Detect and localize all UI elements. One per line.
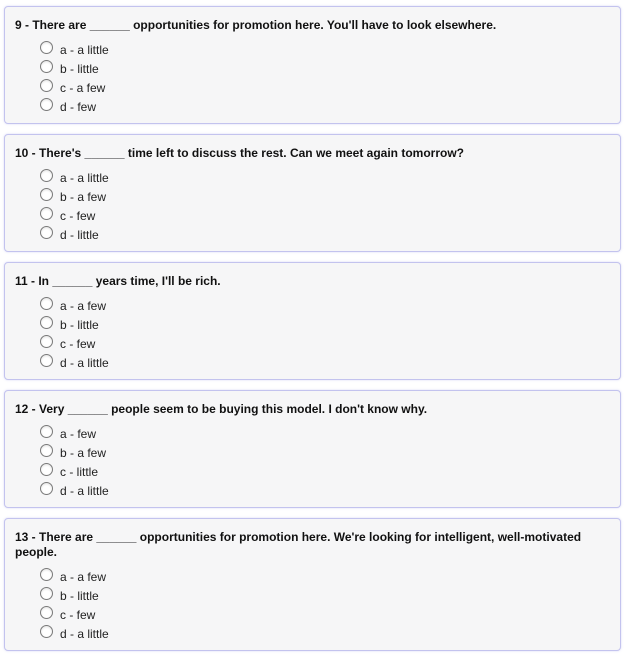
- radio-button[interactable]: [40, 606, 53, 619]
- answer-option-d[interactable]: [40, 97, 610, 116]
- radio-button[interactable]: [40, 226, 53, 239]
- answer-option-d[interactable]: [40, 624, 610, 643]
- answer-options: [40, 168, 610, 244]
- answer-option-b[interactable]: [40, 59, 610, 78]
- radio-button[interactable]: [40, 425, 53, 438]
- answer-label: d - a little: [60, 355, 109, 370]
- radio-button[interactable]: [40, 625, 53, 638]
- answer-option-b[interactable]: [40, 443, 610, 462]
- radio-button[interactable]: [40, 207, 53, 220]
- question-card-12: [4, 390, 621, 508]
- answer-option-a[interactable]: [40, 296, 610, 315]
- radio-button[interactable]: [40, 354, 53, 367]
- answer-option-a[interactable]: [40, 424, 610, 443]
- answer-options: [40, 567, 610, 643]
- question-card-10: [4, 134, 621, 252]
- radio-button[interactable]: [40, 587, 53, 600]
- radio-button[interactable]: [40, 463, 53, 476]
- answer-label: a - a little: [60, 170, 109, 185]
- radio-button[interactable]: [40, 444, 53, 457]
- question-text: 9 - There are ______ opportunities for promotion here. You'll have to look elsewhere.: [15, 18, 497, 32]
- answer-option-c[interactable]: [40, 334, 610, 353]
- answer-option-c[interactable]: [40, 78, 610, 97]
- answer-option-a[interactable]: [40, 168, 610, 187]
- answer-option-c[interactable]: [40, 206, 610, 225]
- question-text: 10 - There's ______ time left to discuss the rest. Can we meet again tomorrow?: [15, 146, 464, 160]
- answer-label: c - little: [60, 464, 99, 479]
- answer-option-d[interactable]: [40, 481, 610, 500]
- answer-label: d - a little: [60, 626, 109, 641]
- radio-button[interactable]: [40, 568, 53, 581]
- answer-label: a - a few: [60, 569, 107, 584]
- answer-label: c - few: [60, 607, 96, 622]
- question-card-11: [4, 262, 621, 380]
- radio-button[interactable]: [40, 98, 53, 111]
- answer-label: d - a little: [60, 483, 109, 498]
- answer-label: b - little: [60, 61, 99, 76]
- answer-label: b - a few: [60, 445, 107, 460]
- answer-label: a - few: [60, 426, 97, 441]
- radio-button[interactable]: [40, 297, 53, 310]
- question-text: 12 - Very ______ people seem to be buying this model. I don't know why.: [15, 402, 428, 416]
- answer-option-b[interactable]: [40, 187, 610, 206]
- question-text: 13 - There are ______ opportunities for promotion here. We're looking for intelligent, well-motivated people.: [15, 530, 582, 559]
- answer-option-c[interactable]: [40, 605, 610, 624]
- answer-label: c - a few: [60, 80, 106, 95]
- answer-option-c[interactable]: [40, 462, 610, 481]
- radio-button[interactable]: [40, 188, 53, 201]
- radio-button[interactable]: [40, 169, 53, 182]
- answer-option-b[interactable]: [40, 315, 610, 334]
- answer-label: b - little: [60, 317, 99, 332]
- radio-button[interactable]: [40, 60, 53, 73]
- answer-options: [40, 424, 610, 500]
- radio-button[interactable]: [40, 482, 53, 495]
- answer-option-d[interactable]: [40, 225, 610, 244]
- answer-label: d - few: [60, 99, 97, 114]
- radio-button[interactable]: [40, 335, 53, 348]
- answer-label: d - little: [60, 227, 99, 242]
- answer-option-a[interactable]: [40, 40, 610, 59]
- radio-button[interactable]: [40, 41, 53, 54]
- answer-option-d[interactable]: [40, 353, 610, 372]
- answer-label: c - few: [60, 208, 96, 223]
- answer-options: [40, 296, 610, 372]
- answer-option-b[interactable]: [40, 586, 610, 605]
- answer-option-a[interactable]: [40, 567, 610, 586]
- answer-options: [40, 40, 610, 116]
- question-card-9: [4, 6, 621, 124]
- question-text: 11 - In ______ years time, I'll be rich.: [15, 274, 221, 288]
- answer-label: b - a few: [60, 189, 107, 204]
- answer-label: a - a few: [60, 298, 107, 313]
- answer-label: b - little: [60, 588, 99, 603]
- radio-button[interactable]: [40, 79, 53, 92]
- question-card-13: [4, 518, 621, 651]
- answer-label: a - a little: [60, 42, 109, 57]
- radio-button[interactable]: [40, 316, 53, 329]
- answer-label: c - few: [60, 336, 96, 351]
